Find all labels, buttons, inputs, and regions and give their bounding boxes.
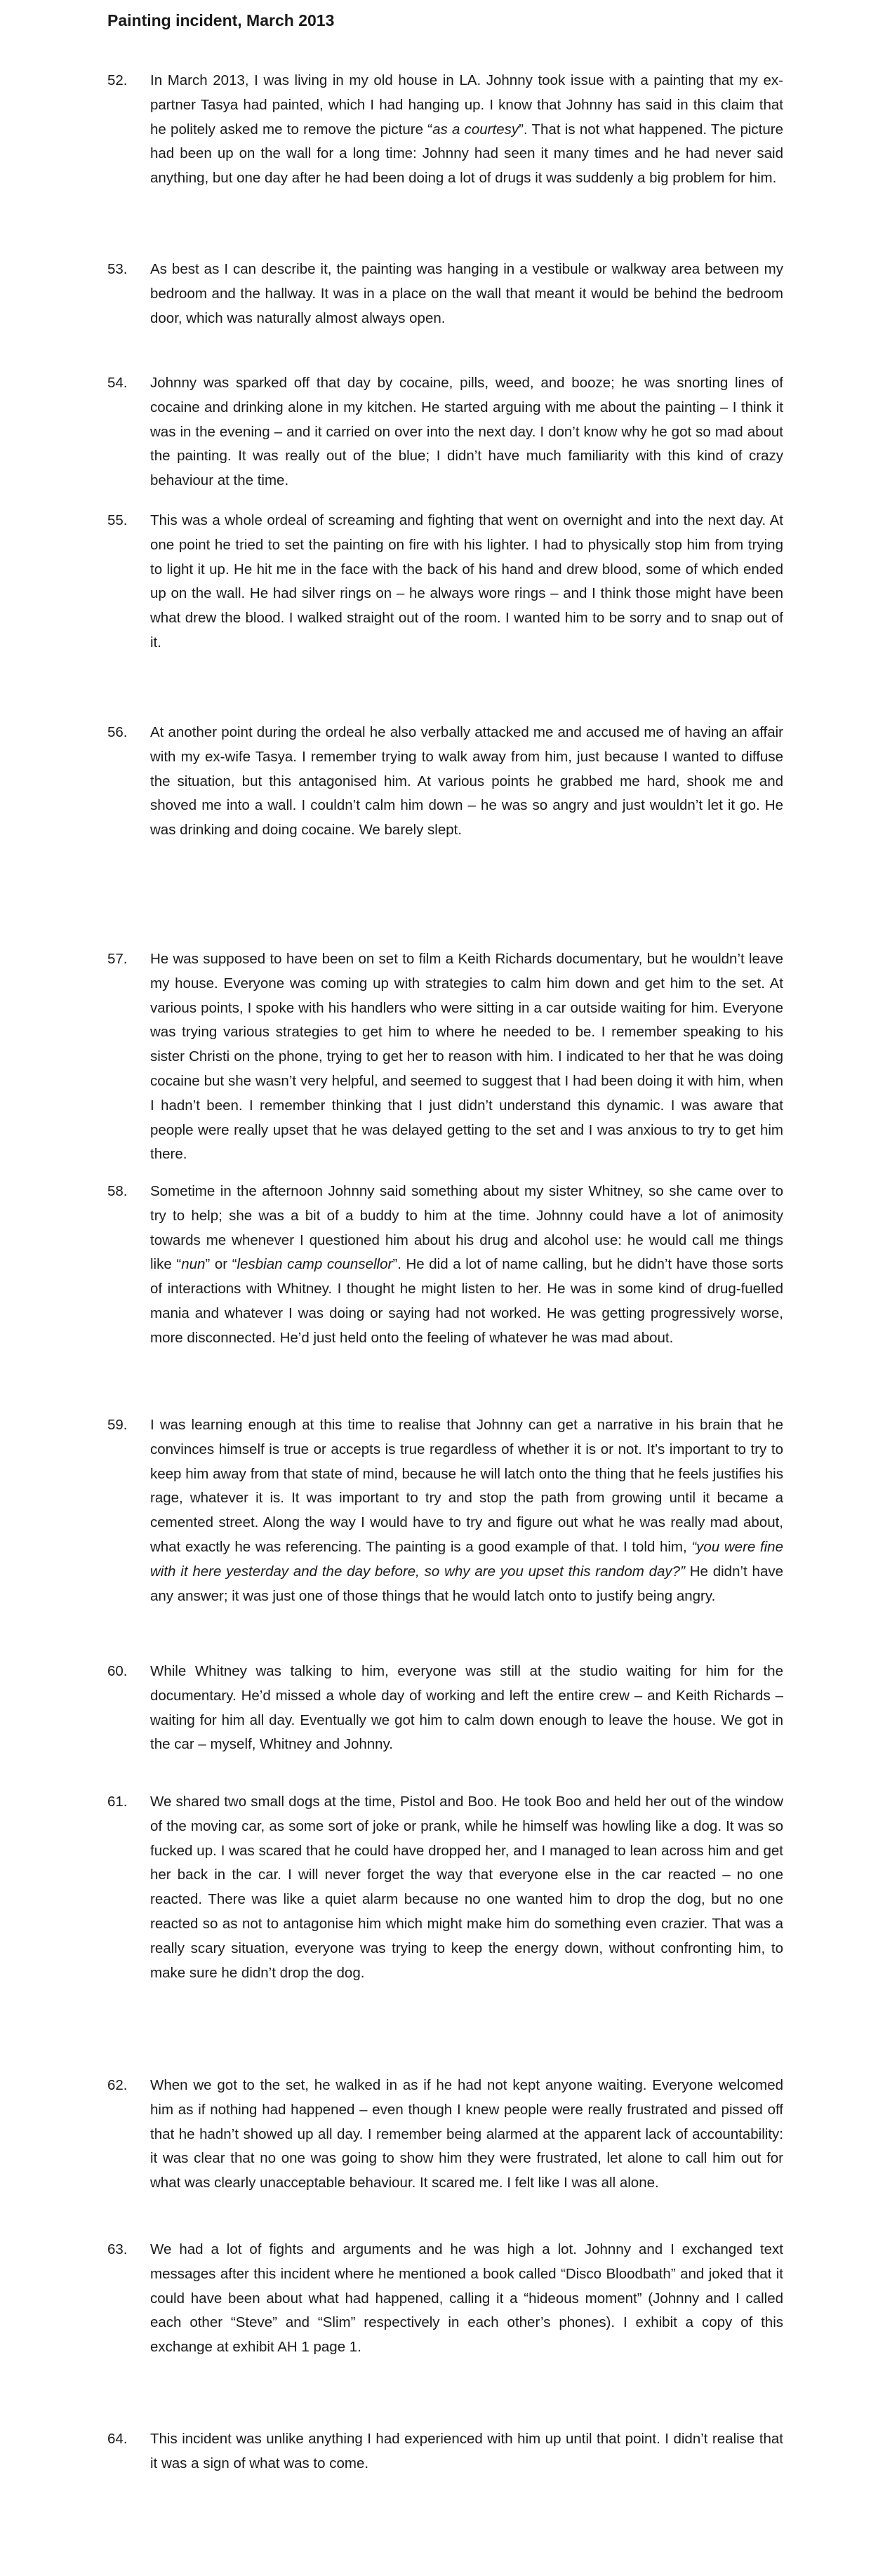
paragraph-text: [150, 509, 783, 655]
text-segment: This incident was unlike anything I had experienced with him up until that point. I didn’t realise that it was a sign of what was to come.: [150, 2431, 783, 2471]
paragraph-text: [150, 1180, 783, 1351]
numbered-paragraph: [107, 2238, 783, 2360]
paragraph-text: [150, 371, 783, 493]
text-segment: He was supposed to have been on set to film a Keith Richards documentary, but he wouldn’t leave my house. Everyone was coming up with strategies to calm him down and get him to the set. At various points, I spoke with his handlers who were sitting in a car outside waiting for him. Everyone was trying various strategies to get him to where he needed to be. I remember speaking to his sister Christi on the phone, trying to get her to reason with him. I indicated to her that he was doing cocaine but she wasn’t very helpful, and seemed to suggest that I had been doing it with him, when I hadn’t been. I remember thinking that I just didn’t understand this dynamic. I was aware that people were really upset that he was delayed getting to the set and I was anxious to try to get him there.: [150, 951, 783, 1163]
text-segment: As best as I can describe it, the painting was hanging in a vestibule or walkway area between my bedroom and the hallway. It was in a place on the wall that meant it would be behind the bedroom door, which was naturally almost always open.: [150, 261, 783, 326]
numbered-paragraph: [107, 1790, 783, 1985]
numbered-paragraph: [107, 1180, 783, 1351]
paragraph-text: [150, 2074, 783, 2196]
paragraph-text: [150, 1660, 783, 1757]
numbered-paragraph: [107, 69, 783, 191]
paragraph-number: 55.: [107, 512, 128, 528]
text-segment: In March 2013, I was living in my old house in LA. Johnny took issue with a painting that my ex-partner Tasya had painted, which I had hanging up. I know that Johnny has said in this claim that he politely asked me to remove the picture “: [150, 72, 783, 138]
paragraph-text: [150, 947, 783, 1167]
italic-quote: lesbian camp counsellor: [237, 1256, 393, 1273]
text-segment: ” or “: [205, 1256, 237, 1273]
numbered-paragraph: [107, 1413, 783, 1608]
text-segment: ”. He did a lot of name calling, but he didn’t have those sorts of interactions with Whitney. I thought he might listen to her. He was in some kind of drug-fuelled mania and whatever I was doing or saying had not worked. He was getting progressively worse, more disconnected. He’d just held onto the feeling of whatever he was mad about.: [150, 1256, 783, 1346]
numbered-paragraph: [107, 371, 783, 493]
paragraph-number: 61.: [107, 1794, 128, 1810]
paragraph-text: [150, 258, 783, 331]
paragraph-text: [150, 721, 783, 843]
text-segment: We had a lot of fights and arguments and he was high a lot. Johnny and I exchanged text messages after this incident where he mentioned a book called “Disco Bloodbath” and joked that it could have been about what had happened, calling it a “hideous moment” (Johnny and I called each other “Steve” and “Slim” respectively in each other’s phones). I exhibit a copy of this exchange at exhibit AH 1 page 1.: [150, 2241, 783, 2356]
numbered-paragraph: [107, 509, 783, 655]
paragraph-text: [150, 2238, 783, 2360]
paragraph-number: 63.: [107, 2241, 128, 2257]
text-segment: I was learning enough at this time to realise that Johnny can get a narrative in his brain that he convinces himself is true or accepts is true regardless of whether it is or not. It’s important to try to keep him away from that state of mind, because he will latch onto the thing that he feels justifies his rage, whatever it is. It was important to try and stop the path from growing until it became a cemented street. Along the way I would have to try and figure out what he was really mad about, what exactly he was referencing. The painting is a good example of that. I told him,: [150, 1417, 783, 1555]
text-segment: When we got to the set, he walked in as if he had not kept anyone waiting. Everyone welcomed him as if nothing had happened – even though I knew people were really frustrated and pissed off that he hadn’t showed up all day. I remember being alarmed at the apparent lack of accountability: it was clear that no one was going to show him they were frustrated, let alone to call him out for what was clearly unacceptable behaviour. It scared me. I felt like I was all alone.: [150, 2077, 783, 2191]
paragraph-number: 57.: [107, 951, 128, 967]
numbered-paragraph: [107, 2074, 783, 2196]
italic-quote: as a courtesy: [432, 121, 519, 138]
text-segment: We shared two small dogs at the time, Pistol and Boo. He took Boo and held her out of the window of the moving car, as some sort of joke or prank, while he himself was howling like a dog. It was so fucked up. I was scared that he could have dropped her, and I managed to lean across him and get her back in the car. I will never forget the way that everyone else in the car reacted – no one reacted. There was like a quiet alarm because no one wanted him to drop the dog, but no one reacted so as not to antagonise him which might make him do something even crazier. That was a really scary situation, everyone was trying to keep the energy down, without confronting him, to make sure he didn’t drop the dog.: [150, 1794, 783, 1981]
paragraph-number: 60.: [107, 1663, 128, 1679]
numbered-paragraph: [107, 721, 783, 843]
italic-quote: “you were fine with it here yesterday and the day before, so why are you upset this random day?”: [150, 1538, 783, 1580]
numbered-paragraph: [107, 258, 783, 331]
paragraph-text: [150, 2427, 783, 2476]
numbered-paragraph: [107, 2427, 783, 2476]
text-segment: Johnny was sparked off that day by cocaine, pills, weed, and booze; he was snorting lines of cocaine and drinking alone in my kitchen. He started arguing with me about the painting – I think it was in the evening – and it carried on over into the next day. I don’t know why he got so mad about the painting. It was really out of the blue; I didn’t have much familiarity with this kind of crazy behaviour at the time.: [150, 375, 783, 489]
paragraph-number: 54.: [107, 375, 128, 391]
text-segment: While Whitney was talking to him, everyone was still at the studio waiting for him for the documentary. He’d missed a whole day of working and left the entire crew – and Keith Richards – waiting for him all day. Eventually we got him to calm down enough to leave the house. We got in the car – myself, Whitney and Johnny.: [150, 1663, 783, 1753]
paragraph-number: 58.: [107, 1183, 128, 1199]
text-segment: Sometime in the afternoon Johnny said something about my sister Whitney, so she came over to try to help; she was a bit of a buddy to him at the time. Johnny could have a lot of animosity towards me whenever I questioned him about his drug and alcohol use: he would call me things like “: [150, 1183, 783, 1273]
text-segment: He didn’t have any answer; it was just one of those things that he would latch onto to justify being angry.: [150, 1563, 783, 1604]
text-segment: At another point during the ordeal he also verbally attacked me and accused me of having an affair with my ex-wife Tasya. I remember trying to walk away from him, just because I wanted to diffuse the situation, but this antagonised him. At various points he grabbed me hard, shook me and shoved me into a wall. I couldn’t calm him down – he was so angry and just wouldn’t let it go. He was drinking and doing cocaine. We barely slept.: [150, 724, 783, 839]
numbered-paragraph: [107, 947, 783, 1167]
section-heading: Painting incident, March 2013: [107, 11, 335, 29]
paragraph-text: [150, 1413, 783, 1608]
paragraph-text: [150, 69, 783, 191]
paragraph-text: [150, 1790, 783, 1985]
paragraph-number: 56.: [107, 724, 128, 740]
text-segment: ”. That is not what happened. The picture had been up on the wall for a long time: Johnny had seen it many times and he had never said anything, but one day after he had been doing a lot of drugs it was suddenly a big problem for him.: [150, 121, 783, 187]
paragraph-number: 62.: [107, 2077, 128, 2093]
numbered-paragraph: [107, 1660, 783, 1757]
paragraph-number: 52.: [107, 72, 128, 88]
italic-quote: nun: [181, 1256, 206, 1273]
paragraph-number: 59.: [107, 1417, 128, 1433]
paragraph-number: 64.: [107, 2431, 128, 2447]
text-segment: This was a whole ordeal of screaming and fighting that went on overnight and into the next day. At one point he tried to set the painting on fire with his lighter. I had to physically stop him from trying to light it up. He hit me in the face with the back of his hand and drew blood, some of which ended up on the wall. He had silver rings on – he always wore rings – and I think those might have been what drew the blood. I walked straight out of the room. I wanted him to be sorry and to snap out of it.: [150, 512, 783, 650]
paragraph-number: 53.: [107, 261, 128, 277]
